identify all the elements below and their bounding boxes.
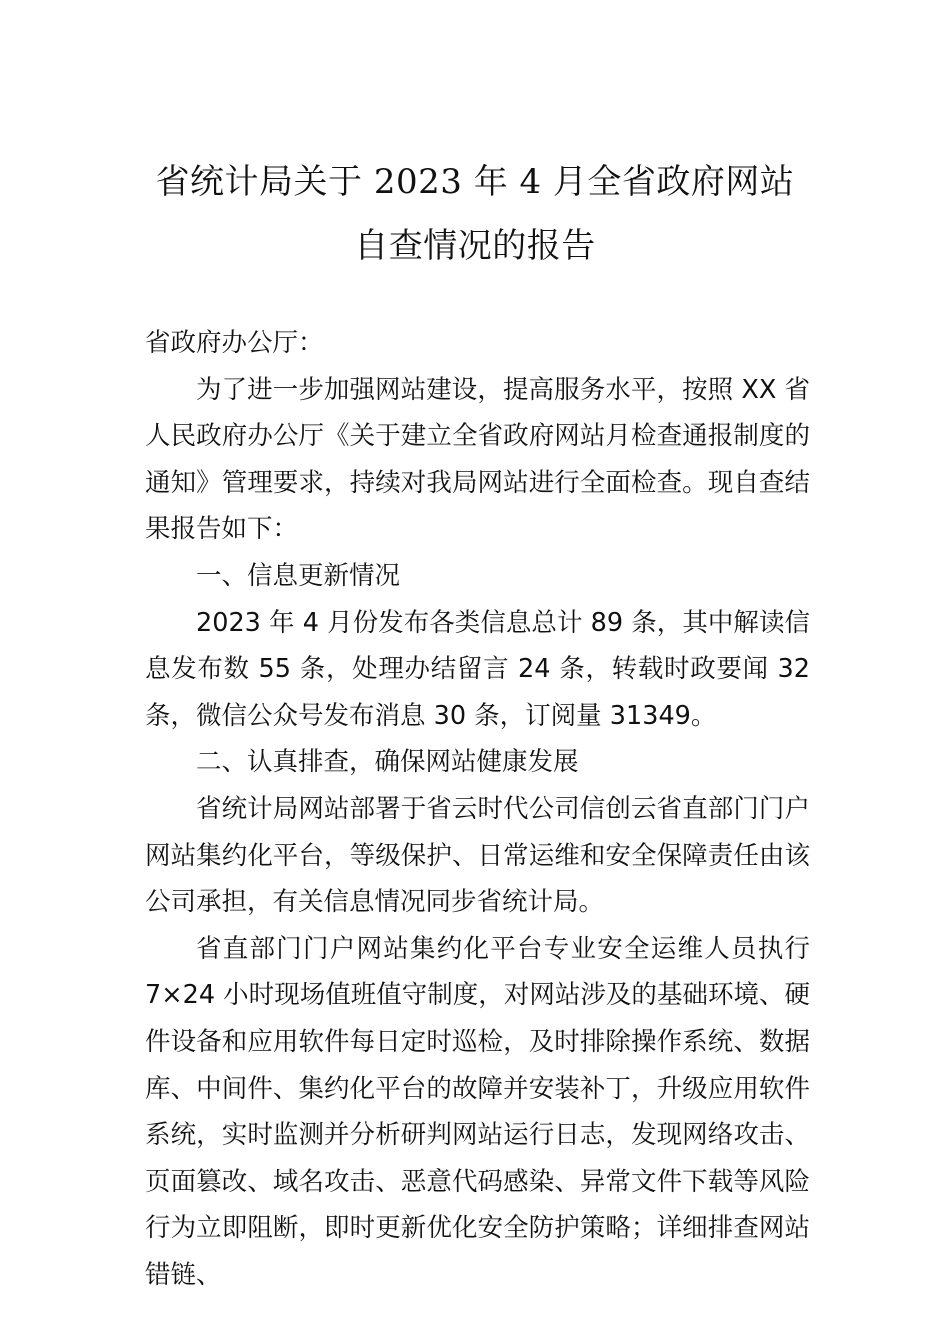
section-heading-2: 二、认真排查，确保网站健康发展 [196, 747, 579, 778]
section-heading-1: 一、信息更新情况 [196, 560, 401, 591]
paragraph-operations: 省直部门门户网站集约化平台专业安全运维人员执行 7×24 小时现场值班值守制度，对网站涉及的基础环境、硬件设备和应用软件每日定时巡检，及时排除操作系统、数据库、中间件、集约化平台的故障并安装补丁，升级应用软件系统，实时监测并分析研判网站运行日志，发现网络攻击、页面篡改、域名攻击、恶意代码感染、异常文件下载等风险行为立即阻断，即时更新优化安全防护策略；详细排查网站错链、 [145, 933, 810, 1290]
paragraph-deployment: 省统计局网站部署于省云时代公司信创云省直部门门户网站集约化平台，等级保护、日常运维和安全保障责任由该公司承担，有关信息情况同步省统计局。 [145, 793, 810, 918]
document-title-line-1: 省统计局关于 2023 年 4 月全省政府网站 [155, 162, 795, 202]
paragraph-info-update: 2023 年 4 月份发布各类信息总计 89 条，其中解读信息发布数 55 条，处理办结留言 24 条，转载时政要闻 32 条，微信公众号发布消息 30 条，订阅量 31349。 [145, 607, 810, 731]
document-title-line-2: 自查情况的报告 [354, 226, 596, 266]
salutation: 省政府办公厅： [145, 328, 324, 358]
document-body [145, 320, 810, 1298]
paragraph-intro: 为了进一步加强网站建设，提高服务水平，按照 XX 省人民政府办公厅《关于建立全省政府网站月检查通报制度的通知》管理要求，持续对我局网站进行全面检查。现自查结果报告如下： [145, 374, 810, 545]
